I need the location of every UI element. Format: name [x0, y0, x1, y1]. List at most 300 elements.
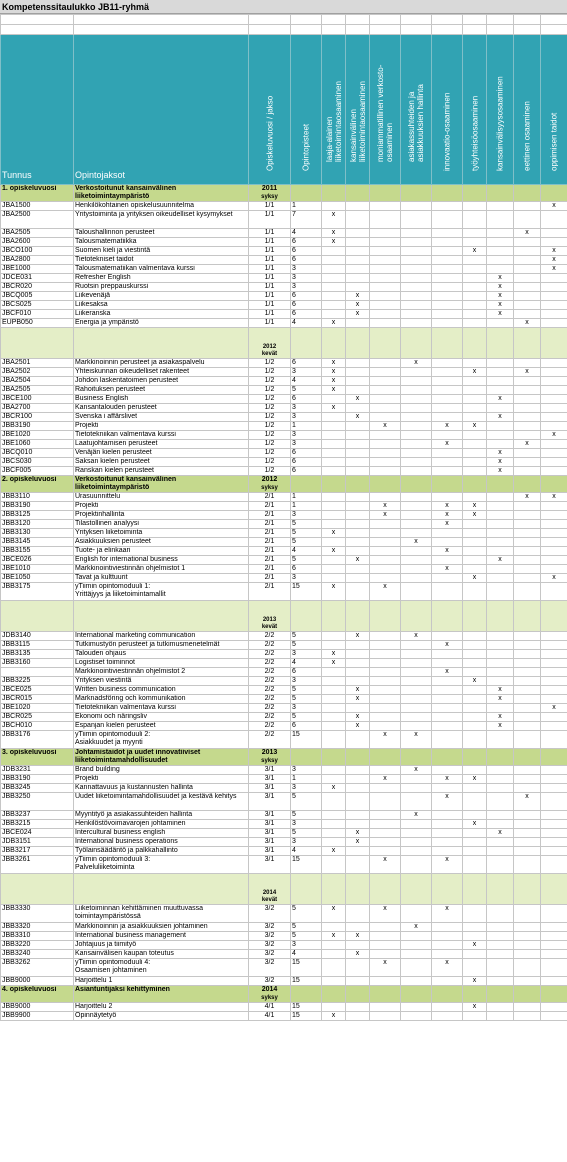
competence-mark [541, 668, 567, 677]
competence-mark: x [322, 238, 346, 247]
semester-cell [74, 601, 249, 632]
section-cell [401, 986, 432, 1003]
course-row [1, 856, 567, 874]
competence-mark [487, 359, 514, 368]
semester-cell [346, 328, 370, 359]
competence-mark [346, 538, 370, 547]
competence-mark [487, 766, 514, 775]
competence-mark [463, 413, 487, 422]
competence-mark [463, 310, 487, 319]
semester-row [1, 601, 567, 632]
competence-mark [346, 775, 370, 784]
competence-mark [401, 793, 432, 811]
course-row [1, 386, 567, 395]
semester-term: kevät [261, 624, 278, 630]
course-name: Ranskan kielen perusteet [74, 467, 249, 476]
course-credits: 5 [291, 641, 322, 650]
competence-mark: x [322, 404, 346, 413]
semester-cell [322, 328, 346, 359]
competence-mark: x [346, 413, 370, 422]
semester-cell [487, 601, 514, 632]
competence-mark [401, 977, 432, 986]
course-code: JBA1500 [1, 202, 74, 211]
course-credits: 7 [291, 211, 322, 229]
course-row [1, 556, 567, 565]
competence-mark [401, 932, 432, 941]
competence-mark: x [432, 641, 463, 650]
competence-mark [487, 247, 514, 256]
competence-mark [432, 811, 463, 820]
competence-mark [487, 641, 514, 650]
competence-mark [541, 458, 567, 467]
competence-mark [487, 529, 514, 538]
course-name: Saksan kielen perusteet [74, 458, 249, 467]
competence-mark [432, 932, 463, 941]
competence-mark [346, 811, 370, 820]
course-code: JBB9000 [1, 977, 74, 986]
course-name: Työlainsäädäntö ja palkkahallinto [74, 847, 249, 856]
competence-mark [370, 529, 401, 538]
course-code: JDB3231 [1, 766, 74, 775]
semester-label [249, 328, 291, 359]
competence-mark [463, 520, 487, 529]
course-code: JBB3115 [1, 641, 74, 650]
course-code: JBB3217 [1, 847, 74, 856]
course-name: International marketing communication [74, 632, 249, 641]
course-row [1, 292, 567, 301]
competence-mark [432, 1003, 463, 1012]
competence-mark [541, 1012, 567, 1021]
competence-mark [432, 238, 463, 247]
competence-mark [541, 404, 567, 413]
competence-mark [432, 274, 463, 283]
competence-mark [346, 704, 370, 713]
course-credits: 5 [291, 905, 322, 923]
competence-mark [401, 829, 432, 838]
competence-mark [322, 467, 346, 476]
section-cell [291, 185, 322, 202]
competence-mark [463, 449, 487, 458]
course-period: 2/2 [249, 722, 291, 731]
competence-mark [463, 905, 487, 923]
course-period: 1/2 [249, 368, 291, 377]
competence-mark: x [401, 731, 432, 749]
competence-mark [322, 977, 346, 986]
competence-mark [463, 431, 487, 440]
semester-cell [401, 874, 432, 905]
competence-mark [541, 941, 567, 950]
competence-mark: x [463, 511, 487, 520]
competence-mark: x [322, 386, 346, 395]
course-period: 2/2 [249, 632, 291, 641]
competence-mark [322, 793, 346, 811]
competence-mark [463, 467, 487, 476]
section-cell [463, 185, 487, 202]
competence-mark [370, 820, 401, 829]
competence-mark: x [322, 368, 346, 377]
competence-mark: x [463, 1003, 487, 1012]
course-credits: 6 [291, 301, 322, 310]
competence-mark [322, 565, 346, 574]
competence-mark [541, 359, 567, 368]
competence-mark [322, 422, 346, 431]
course-period: 1/1 [249, 274, 291, 283]
competence-mark [346, 650, 370, 659]
course-period: 1/2 [249, 449, 291, 458]
course-name: Kansantalouden perusteet [74, 404, 249, 413]
competence-mark: x [432, 668, 463, 677]
competence-mark [401, 565, 432, 574]
sheet-title: Kompetenssitaulukko JB11-ryhmä [0, 0, 567, 14]
competence-mark [514, 556, 541, 565]
course-code: JBCQ010 [1, 449, 74, 458]
course-name: Liikesaksa [74, 301, 249, 310]
competence-mark [401, 820, 432, 829]
course-period: 2/1 [249, 520, 291, 529]
competence-mark [322, 941, 346, 950]
competence-mark [541, 950, 567, 959]
competence-mark [370, 722, 401, 731]
competence-mark [487, 632, 514, 641]
course-period: 1/2 [249, 377, 291, 386]
competence-mark [432, 529, 463, 538]
competence-mark [463, 1012, 487, 1021]
competence-mark [463, 283, 487, 292]
course-name: Kansainvälisen kaupan toteutus [74, 950, 249, 959]
competence-mark [346, 202, 370, 211]
competence-mark: x [487, 467, 514, 476]
competence-mark [346, 547, 370, 556]
competence-mark [346, 265, 370, 274]
competence-mark [463, 695, 487, 704]
course-name: International business operations [74, 838, 249, 847]
course-code: EUPB050 [1, 319, 74, 328]
competence-mark [432, 377, 463, 386]
course-period: 3/1 [249, 784, 291, 793]
course-row [1, 838, 567, 847]
competence-mark [370, 238, 401, 247]
course-credits: 4 [291, 547, 322, 556]
competence-mark [370, 632, 401, 641]
competence-mark [370, 493, 401, 502]
course-row [1, 784, 567, 793]
course-name: Harjoittelu 2 [74, 1003, 249, 1012]
competence-mark: x [463, 775, 487, 784]
course-name: Marknadsföring och kommunikation [74, 695, 249, 704]
course-credits: 3 [291, 368, 322, 377]
competence-mark [432, 766, 463, 775]
competence-mark [541, 565, 567, 574]
competence-mark [432, 458, 463, 467]
competence-mark [487, 959, 514, 977]
competence-mark: x [541, 265, 567, 274]
section-theme: Verkostoitunut kansainvälinen liiketoimintaympäristö [74, 185, 249, 202]
year-label: 1. opiskeluvuosi [1, 185, 74, 202]
course-credits: 4 [291, 847, 322, 856]
competence-mark [514, 256, 541, 265]
course-row [1, 529, 567, 538]
competence-mark [514, 695, 541, 704]
competence-mark [514, 292, 541, 301]
competence-mark [541, 959, 567, 977]
competence-mark [487, 731, 514, 749]
competence-mark [514, 731, 541, 749]
competence-mark [346, 247, 370, 256]
course-period: 1/1 [249, 292, 291, 301]
course-code: JBB3225 [1, 677, 74, 686]
course-code: JBA2501 [1, 359, 74, 368]
competence-mark [514, 431, 541, 440]
course-code: JBB3237 [1, 811, 74, 820]
course-code: JBCO100 [1, 247, 74, 256]
course-credits: 5 [291, 686, 322, 695]
course-name: Liikevenäjä [74, 292, 249, 301]
course-name: Projekti [74, 502, 249, 511]
course-credits: 3 [291, 574, 322, 583]
course-credits: 6 [291, 565, 322, 574]
competence-mark [401, 784, 432, 793]
col-header-competence: kansainvälinen liiketoimintaosaaminen [346, 35, 370, 185]
course-row [1, 659, 567, 668]
competence-mark [432, 784, 463, 793]
competence-mark [432, 229, 463, 238]
competence-mark [432, 292, 463, 301]
competence-mark [487, 368, 514, 377]
competence-mark: x [541, 574, 567, 583]
course-credits: 5 [291, 538, 322, 547]
competence-mark: x [432, 422, 463, 431]
course-row [1, 359, 567, 368]
course-row [1, 977, 567, 986]
competence-mark: x [370, 775, 401, 784]
competence-mark [514, 950, 541, 959]
competence-mark [401, 377, 432, 386]
competence-mark [514, 274, 541, 283]
competence-mark [541, 238, 567, 247]
course-period: 3/1 [249, 775, 291, 784]
competence-mark: x [541, 202, 567, 211]
competence-mark [401, 856, 432, 874]
competence-mark [432, 731, 463, 749]
competence-mark [514, 574, 541, 583]
competence-mark [346, 283, 370, 292]
semester-cell [541, 328, 567, 359]
course-row [1, 713, 567, 722]
competence-mark: x [346, 395, 370, 404]
course-code: JBB3110 [1, 493, 74, 502]
competence-mark [463, 292, 487, 301]
competence-mark [463, 583, 487, 601]
competence-mark [370, 950, 401, 959]
course-credits: 6 [291, 722, 322, 731]
competence-mark [432, 386, 463, 395]
competence-mark [463, 211, 487, 229]
competence-mark [401, 238, 432, 247]
course-code: JBCS030 [1, 458, 74, 467]
competence-mark [463, 319, 487, 328]
competence-mark [463, 923, 487, 932]
course-row [1, 413, 567, 422]
course-name: Tietotekniset taidot [74, 256, 249, 265]
competence-mark [514, 847, 541, 856]
competence-mark [346, 467, 370, 476]
course-credits: 3 [291, 838, 322, 847]
competence-mark [514, 856, 541, 874]
competence-mark: x [322, 319, 346, 328]
competence-mark [322, 766, 346, 775]
competence-mark [346, 431, 370, 440]
competence-mark [370, 766, 401, 775]
competence-mark [432, 659, 463, 668]
competence-mark: x [432, 905, 463, 923]
competence-mark [322, 502, 346, 511]
competence-mark [487, 511, 514, 520]
competence-mark [346, 1003, 370, 1012]
course-code: JBB3215 [1, 820, 74, 829]
competence-mark [487, 793, 514, 811]
competence-mark [487, 377, 514, 386]
competence-mark [401, 950, 432, 959]
competence-mark [322, 431, 346, 440]
competence-mark [370, 413, 401, 422]
course-name: Tietotekniikan valmentava kurssi [74, 431, 249, 440]
course-period: 1/2 [249, 395, 291, 404]
course-row [1, 247, 567, 256]
course-period: 1/1 [249, 238, 291, 247]
course-period: 3/1 [249, 793, 291, 811]
semester-cell [514, 328, 541, 359]
competence-mark [432, 404, 463, 413]
course-row [1, 695, 567, 704]
semester-cell [463, 874, 487, 905]
competence-mark [370, 211, 401, 229]
competence-mark [322, 301, 346, 310]
course-period: 2/1 [249, 502, 291, 511]
competence-mark [463, 359, 487, 368]
competence-mark [322, 775, 346, 784]
course-code: JBB3190 [1, 502, 74, 511]
course-period: 1/1 [249, 283, 291, 292]
section-cell [487, 476, 514, 493]
competence-mark [487, 319, 514, 328]
course-code: JBB3190 [1, 775, 74, 784]
competence-mark [487, 659, 514, 668]
competence-mark [463, 784, 487, 793]
competence-mark [514, 641, 541, 650]
course-code: JBA2500 [1, 211, 74, 229]
course-credits: 5 [291, 695, 322, 704]
course-period: 2/2 [249, 731, 291, 749]
course-code: JBB3176 [1, 731, 74, 749]
semester-term: syksy [261, 758, 278, 764]
semester-row [1, 874, 567, 905]
competence-mark [463, 659, 487, 668]
competence-mark [487, 547, 514, 556]
competence-mark [401, 704, 432, 713]
competence-mark [541, 274, 567, 283]
competence-mark [541, 556, 567, 565]
competence-mark [541, 413, 567, 422]
course-credits: 4 [291, 377, 322, 386]
competence-mark [346, 959, 370, 977]
competence-mark: x [322, 650, 346, 659]
competence-mark [541, 538, 567, 547]
semester-cell [432, 874, 463, 905]
competence-mark [370, 440, 401, 449]
competence-mark [463, 493, 487, 502]
section-cell [401, 476, 432, 493]
competence-mark [487, 784, 514, 793]
competence-mark [401, 386, 432, 395]
course-code: JBCE100 [1, 395, 74, 404]
competence-mark [401, 959, 432, 977]
competence-mark [514, 520, 541, 529]
course-code: JBE1020 [1, 431, 74, 440]
course-code: JBCE026 [1, 556, 74, 565]
course-row [1, 538, 567, 547]
competence-mark [432, 950, 463, 959]
semester-year: 2012 [261, 476, 278, 483]
course-code: JBB3135 [1, 650, 74, 659]
competence-mark [432, 838, 463, 847]
competence-mark [463, 856, 487, 874]
course-name: Ekonomi och näringsliv [74, 713, 249, 722]
course-period: 1/2 [249, 467, 291, 476]
course-code: JBCR100 [1, 413, 74, 422]
competence-mark [514, 467, 541, 476]
course-code: JBE1010 [1, 565, 74, 574]
competence-mark: x [487, 695, 514, 704]
competence-mark [346, 905, 370, 923]
competence-mark [401, 659, 432, 668]
semester-term: kevät [261, 351, 278, 357]
competence-mark [322, 856, 346, 874]
competence-mark [463, 766, 487, 775]
competence-mark [322, 556, 346, 565]
section-cell [541, 185, 567, 202]
course-code: JBA2505 [1, 386, 74, 395]
course-period: 2/2 [249, 641, 291, 650]
course-code: JBCR015 [1, 695, 74, 704]
competence-mark [370, 932, 401, 941]
year-label: 3. opiskeluvuosi [1, 749, 74, 766]
section-cell [432, 749, 463, 766]
section-cell [346, 986, 370, 1003]
competence-mark [370, 359, 401, 368]
course-period: 1/1 [249, 319, 291, 328]
competence-mark [432, 977, 463, 986]
semester-cell [514, 874, 541, 905]
competence-mark [346, 458, 370, 467]
competence-mark [514, 377, 541, 386]
competence-mark [346, 565, 370, 574]
competence-mark [463, 713, 487, 722]
course-period: 1/2 [249, 431, 291, 440]
course-row [1, 847, 567, 856]
section-cell [322, 185, 346, 202]
section-cell [291, 749, 322, 766]
competence-mark: x [463, 574, 487, 583]
course-row [1, 256, 567, 265]
competence-mark: x [487, 722, 514, 731]
blank-row [1, 25, 567, 35]
competence-mark: x [322, 847, 346, 856]
course-period: 3/2 [249, 932, 291, 941]
competence-mark [487, 775, 514, 784]
competence-mark [322, 292, 346, 301]
competence-mark [322, 247, 346, 256]
competence-mark [346, 238, 370, 247]
